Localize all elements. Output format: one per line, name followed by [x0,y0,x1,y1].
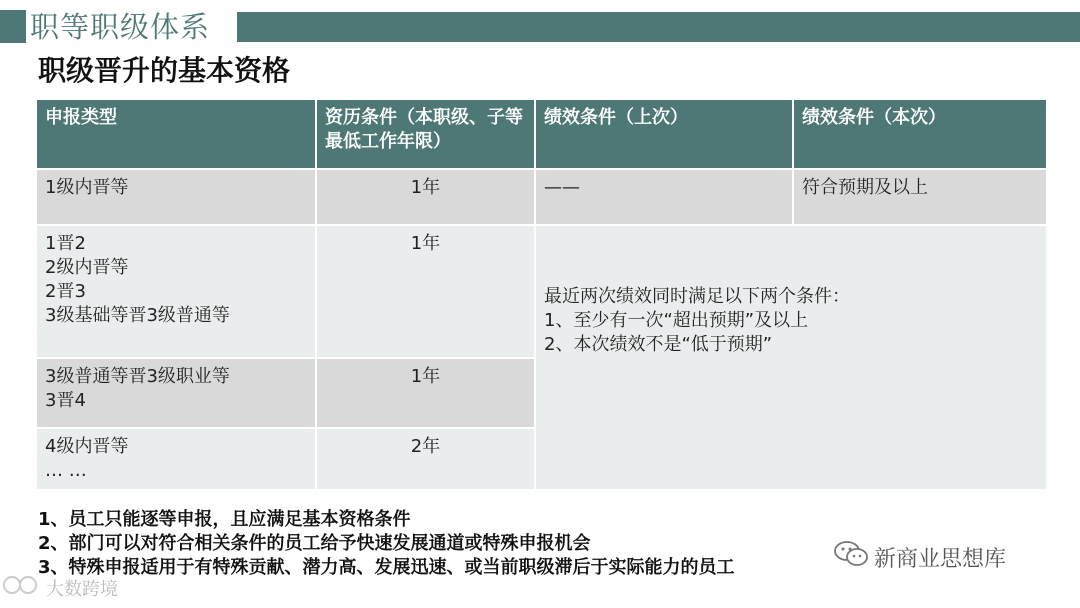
cell-type: 3级普通等晋3级职业等 3晋4 [36,358,316,428]
cell-type: 1晋2 2级内晋等 2晋3 3级基础等晋3级普通等 [36,225,316,358]
cell-years: 2年 [316,428,535,490]
cell-type: 4级内晋等 … … [36,428,316,490]
qualification-table [35,98,1048,491]
table-row [36,169,1047,225]
source-watermark-label: 大数跨境 [46,578,118,600]
header-performance-curr: 绩效条件（本次） [793,99,1047,169]
header-seniority: 资历条件（本职级、子等最低工作年限） [316,99,535,169]
header-application-type: 申报类型 [36,99,316,169]
table-row [36,225,1047,358]
header-accent-left [0,10,26,43]
cell-years: 1年 [316,169,535,225]
wechat-watermark [834,540,1006,574]
header-accent-bar [237,12,1080,42]
note-item: 2、部门可以对符合相关条件的员工给予快速发展通道或特殊申报机会 [38,533,591,554]
cell-prev: —— [535,169,793,225]
wechat-watermark-label: 新商业思想库 [874,546,1007,572]
table-header-row [36,99,1047,169]
source-logo-icon [2,574,42,601]
page-title: 职级晋升的基本资格 [38,54,291,87]
cell-type: 1级内晋等 [36,169,316,225]
note-item: 1、员工只能逐等申报，且应满足基本资格条件 [38,509,411,530]
cell-years: 1年 [316,225,535,358]
merged-performance-condition: 最近两次绩效同时满足以下两个条件： 1、至少有一次“超出预期”及以上 2、本次绩效不是“低于预期” [535,225,1047,490]
wechat-icon [834,540,868,574]
notes-list [38,508,735,580]
source-watermark [2,574,118,601]
cell-years: 1年 [316,358,535,428]
section-title: 职等职级体系 [30,10,211,44]
cell-curr: 符合预期及以上 [793,169,1047,225]
header-performance-prev: 绩效条件（上次） [535,99,793,169]
note-item: 3、特殊申报适用于有特殊贡献、潜力高、发展迅速、或当前职级滞后于实际能力的员工 [38,557,735,578]
